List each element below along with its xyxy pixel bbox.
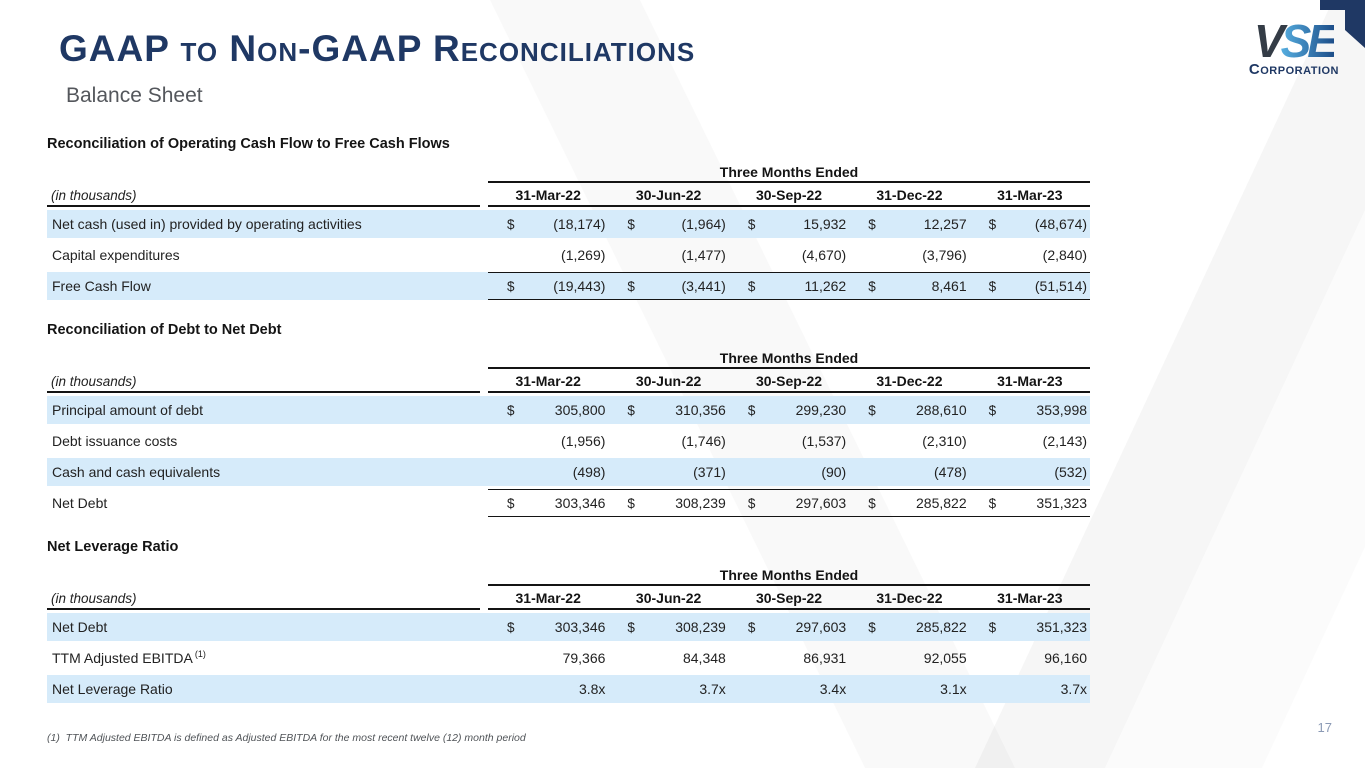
value-cell	[729, 644, 849, 672]
unit-label: (in thousands)	[47, 183, 480, 207]
footnote-marker: (1)	[194, 649, 206, 660]
dollar-sign: $	[627, 619, 635, 635]
value-cell	[970, 458, 1090, 486]
value-cell	[729, 210, 849, 238]
value-cell	[970, 613, 1090, 641]
value-cell	[849, 241, 969, 269]
dollar-sign: $	[747, 402, 756, 418]
span-header: Three Months Ended	[488, 349, 1090, 369]
table-body	[47, 396, 1090, 517]
value-cell	[608, 273, 728, 299]
row-values	[488, 489, 1090, 517]
row-values	[488, 241, 1090, 269]
value: 285,822	[916, 619, 967, 635]
value: (19,443)	[553, 278, 606, 294]
value: 3.7x	[1060, 681, 1088, 697]
row-values	[488, 458, 1090, 486]
value: (90)	[821, 464, 847, 480]
value: 305,800	[554, 402, 606, 418]
column-header: 31-Dec-22	[876, 373, 943, 389]
header-spacer	[47, 349, 488, 369]
value: (18,174)	[553, 216, 606, 232]
dollar-sign: $	[507, 495, 515, 511]
value-cell	[849, 427, 969, 455]
value-cell	[608, 644, 728, 672]
value-cell	[729, 613, 849, 641]
date-headers	[488, 183, 1090, 207]
page-subtitle: Balance Sheet	[66, 84, 203, 107]
row-values	[488, 675, 1090, 703]
dollar-sign: $	[868, 278, 876, 294]
row-label: Debt issuance costs	[52, 433, 178, 449]
value: 11,262	[804, 278, 847, 294]
value: 310,356	[675, 402, 726, 418]
value-cell	[488, 644, 608, 672]
row-values	[488, 396, 1090, 424]
logo-letters-se: SE	[1280, 15, 1334, 67]
value-cell	[849, 210, 969, 238]
dollar-sign: $	[988, 278, 997, 294]
value-cell	[849, 675, 969, 703]
table-span-header-row	[47, 349, 1090, 369]
value: 3.8x	[578, 681, 606, 697]
column-header: 30-Sep-22	[755, 187, 823, 203]
value-cell	[849, 644, 969, 672]
dollar-sign: $	[868, 402, 876, 418]
value: (4,670)	[801, 247, 847, 263]
value-cell	[488, 458, 608, 486]
value-cell	[849, 458, 969, 486]
table-span-header-row	[47, 566, 1090, 586]
table-row	[47, 241, 1090, 269]
value: (2,840)	[1042, 247, 1088, 263]
row-label: Net Leverage Ratio	[52, 681, 173, 697]
dollar-sign: $	[988, 402, 997, 418]
value-cell	[729, 490, 849, 516]
span-header: Three Months Ended	[488, 566, 1090, 586]
value: 308,239	[675, 495, 726, 511]
table-span-header-row	[47, 163, 1090, 183]
value-cell	[488, 210, 608, 238]
value: (51,514)	[1034, 278, 1088, 294]
unit-label: (in thousands)	[47, 369, 480, 393]
value: 8,461	[931, 278, 967, 294]
value: 12,257	[923, 216, 967, 232]
column-header: 31-Mar-22	[515, 373, 581, 389]
table-column-header-row	[47, 586, 1090, 610]
value-cell	[488, 273, 608, 299]
value-cell	[970, 241, 1090, 269]
value: 92,055	[923, 650, 967, 666]
value-cell	[849, 613, 969, 641]
value-cell	[849, 273, 969, 299]
value: 351,323	[1036, 619, 1088, 635]
value: (2,143)	[1042, 433, 1088, 449]
dollar-sign: $	[627, 402, 635, 418]
row-label: Net cash (used in) provided by operating activities	[52, 216, 362, 232]
value: (532)	[1054, 464, 1088, 480]
value: (371)	[693, 464, 726, 480]
value: (478)	[933, 464, 967, 480]
table-title: Reconciliation of Debt to Net Debt	[47, 322, 282, 338]
dollar-sign: $	[988, 495, 997, 511]
dollar-sign: $	[988, 216, 997, 232]
column-header: 30-Jun-22	[635, 187, 702, 203]
column-header: 30-Sep-22	[755, 373, 823, 389]
column-header: 31-Mar-23	[997, 187, 1063, 203]
value-cell	[729, 273, 849, 299]
row-values	[488, 644, 1090, 672]
value: 3.7x	[699, 681, 726, 697]
value-cell	[608, 613, 728, 641]
value: (3,441)	[681, 278, 726, 294]
table-section-net-debt	[47, 322, 1090, 517]
column-header: 31-Mar-22	[515, 187, 581, 203]
value-cell	[970, 427, 1090, 455]
row-label: Net Debt	[52, 495, 108, 511]
date-headers	[488, 369, 1090, 393]
column-header: 30-Jun-22	[635, 373, 702, 389]
table-row	[47, 458, 1090, 486]
table-row	[47, 396, 1090, 424]
column-header: 31-Mar-23	[997, 373, 1063, 389]
row-values	[488, 613, 1090, 641]
value: (1,537)	[801, 433, 847, 449]
value-cell	[729, 241, 849, 269]
dollar-sign: $	[868, 619, 876, 635]
dollar-sign: $	[627, 216, 635, 232]
value: (48,674)	[1034, 216, 1088, 232]
value: 79,366	[562, 650, 606, 666]
value: 303,346	[554, 495, 606, 511]
page-number: 17	[1317, 720, 1332, 735]
row-values	[488, 272, 1090, 300]
table-row	[47, 489, 1090, 517]
value-cell	[608, 490, 728, 516]
value-cell	[488, 241, 608, 269]
dollar-sign: $	[507, 619, 515, 635]
value-cell	[970, 396, 1090, 424]
row-label: Capital expenditures	[52, 247, 180, 263]
value: 299,230	[795, 402, 847, 418]
value-cell	[488, 427, 608, 455]
value: 3.4x	[819, 681, 847, 697]
value-cell	[608, 241, 728, 269]
table-row	[47, 613, 1090, 641]
value: 84,348	[682, 650, 726, 666]
row-label: Free Cash Flow	[52, 278, 151, 294]
row-values	[488, 210, 1090, 238]
value: (1,956)	[561, 433, 606, 449]
value-cell	[608, 210, 728, 238]
dollar-sign: $	[627, 495, 635, 511]
logo-letter-v: V	[1253, 15, 1281, 67]
value: (1,964)	[681, 216, 726, 232]
logo-corporation-text: Corporation	[1248, 60, 1339, 78]
dollar-sign: $	[507, 216, 515, 232]
table-title: Reconciliation of Operating Cash Flow to Free Cash Flows	[47, 136, 450, 152]
vse-logo	[1248, 15, 1339, 78]
unit-label: (in thousands)	[47, 586, 480, 610]
table-row	[47, 427, 1090, 455]
row-label: Cash and cash equivalents	[52, 464, 221, 480]
value: (2,310)	[922, 433, 967, 449]
dollar-sign: $	[507, 278, 515, 294]
table-section-free-cash-flow	[47, 136, 1090, 300]
column-header: 31-Dec-22	[876, 187, 943, 203]
value: 297,603	[795, 619, 847, 635]
dollar-sign: $	[868, 216, 876, 232]
dollar-sign: $	[747, 216, 756, 232]
value: (498)	[572, 464, 606, 480]
value: 3.1x	[940, 681, 967, 697]
value-cell	[849, 396, 969, 424]
value-cell	[608, 675, 728, 703]
table-body	[47, 210, 1090, 300]
value-cell	[488, 490, 608, 516]
value: 297,603	[795, 495, 847, 511]
row-values	[488, 427, 1090, 455]
value: (1,477)	[681, 247, 726, 263]
dollar-sign: $	[988, 619, 997, 635]
value-cell	[608, 396, 728, 424]
dollar-sign: $	[747, 619, 756, 635]
header-spacer	[47, 163, 488, 183]
column-header: 31-Mar-23	[997, 590, 1063, 606]
header-spacer	[47, 566, 488, 586]
value: 288,610	[916, 402, 967, 418]
value-cell	[729, 427, 849, 455]
table-column-header-row	[47, 183, 1090, 207]
value: (3,796)	[922, 247, 967, 263]
dollar-sign: $	[507, 402, 515, 418]
value-cell	[729, 458, 849, 486]
table-row	[47, 675, 1090, 703]
value: 353,998	[1036, 402, 1088, 418]
row-label: Principal amount of debt	[52, 402, 203, 418]
dollar-sign: $	[868, 495, 876, 511]
dollar-sign: $	[747, 495, 756, 511]
table-row	[47, 644, 1090, 672]
table-row	[47, 272, 1090, 300]
table-section-net-leverage-ratio	[47, 539, 1090, 703]
table-body	[47, 613, 1090, 703]
value-cell	[488, 675, 608, 703]
value-cell	[970, 490, 1090, 516]
value: (1,746)	[681, 433, 726, 449]
table-title: Net Leverage Ratio	[47, 539, 179, 555]
row-label: Net Debt	[52, 619, 108, 635]
value-cell	[608, 427, 728, 455]
table-column-header-row	[47, 369, 1090, 393]
value-cell	[729, 396, 849, 424]
column-header: 31-Mar-22	[515, 590, 581, 606]
dollar-sign: $	[747, 278, 756, 294]
column-header: 31-Dec-22	[876, 590, 943, 606]
value-cell	[608, 458, 728, 486]
table-row	[47, 210, 1090, 238]
row-label: TTM Adjusted EBITDA $^{(1)}$	[52, 649, 206, 666]
vse-logo-letters	[1249, 15, 1339, 67]
page-title: GAAP to Non-GAAP Reconciliations	[59, 28, 696, 69]
tables-area	[47, 136, 1090, 725]
footnote: (1) TTM Adjusted EBITDA is defined as Adjusted EBITDA for the most recent twelve (12) month period	[47, 732, 526, 744]
value-cell	[970, 210, 1090, 238]
value-cell	[970, 644, 1090, 672]
value: 96,160	[1044, 650, 1088, 666]
value: 15,932	[803, 216, 847, 232]
value: 86,931	[803, 650, 847, 666]
column-header: 30-Sep-22	[755, 590, 823, 606]
dollar-sign: $	[627, 278, 635, 294]
value-cell	[970, 675, 1090, 703]
value: 285,822	[916, 495, 967, 511]
column-header: 30-Jun-22	[635, 590, 702, 606]
value-cell	[488, 396, 608, 424]
span-header: Three Months Ended	[488, 163, 1090, 183]
value-cell	[729, 675, 849, 703]
value: 303,346	[554, 619, 606, 635]
date-headers	[488, 586, 1090, 610]
value-cell	[970, 273, 1090, 299]
value: 351,323	[1036, 495, 1088, 511]
value-cell	[488, 613, 608, 641]
value-cell	[849, 490, 969, 516]
value: 308,239	[675, 619, 726, 635]
value: (1,269)	[561, 247, 606, 263]
